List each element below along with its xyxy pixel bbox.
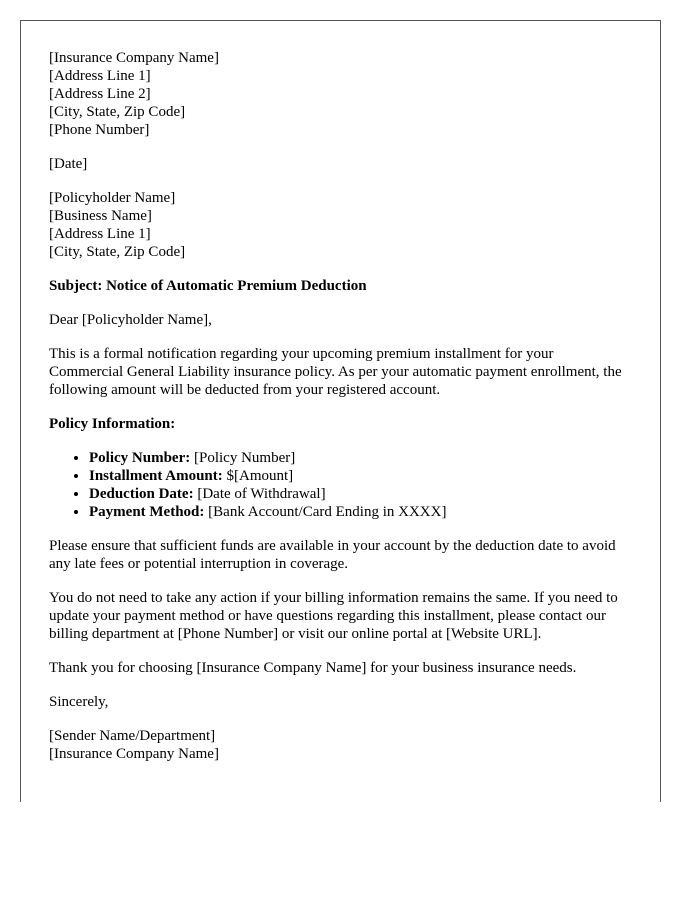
sender-address [49,49,624,139]
policy-item-label: Payment Method: [89,504,205,520]
salutation: Dear [Policyholder Name], [49,312,212,328]
policy-item-date [89,485,624,503]
policy-item-value: [Bank Account/Card Ending in XXXX] [204,504,447,520]
policy-item-label: Installment Amount: [89,468,223,484]
signature-company: [Insurance Company Name] [49,746,219,762]
intro-paragraph: This is a formal notification regarding your upcoming premium installment for your Commercial General Liability insurance policy. As per your automatic payment enrollment, the following amount will be deducted from your registered account. [49,346,622,398]
policy-item-number [89,449,624,467]
thanks-paragraph: Thank you for choosing [Insurance Company Name] for your business insurance needs. [49,660,577,676]
policy-item-label: Policy Number: [89,450,191,466]
recipient-business: [Business Name] [49,208,152,224]
signature-name: [Sender Name/Department] [49,728,216,744]
letter-content [49,49,624,779]
billing-notice-paragraph: You do not need to take any action if your billing information remains the same. If you need to update your payment method or have questions regarding this installment, please contact our billing department at [Phone Number] or visit our online portal at [Website URL]. [49,590,618,642]
sender-address-line-1: [Address Line 1] [49,68,151,84]
letter-date: [Date] [49,156,88,172]
letter-subject: Subject: Notice of Automatic Premium Deduction [49,278,367,294]
policy-item-value: [Policy Number] [190,450,296,466]
sender-address-line-2: [Address Line 2] [49,86,151,102]
policy-item-value: $[Amount] [222,468,294,484]
signature-block [49,727,624,763]
closing: Sincerely, [49,694,109,710]
recipient-address [49,189,624,261]
policy-item-method [89,503,624,521]
policy-list [49,449,624,521]
sender-company: [Insurance Company Name] [49,50,219,66]
policy-heading: Policy Information: [49,416,176,432]
sender-city-state-zip: [City, State, Zip Code] [49,104,186,120]
sender-phone: [Phone Number] [49,122,150,138]
letter-page [20,20,661,802]
policy-item-value: [Date of Withdrawal] [193,486,326,502]
funds-notice-paragraph: Please ensure that sufficient funds are available in your account by the deduction date to avoid any late fees or potential interruption in coverage. [49,538,616,572]
recipient-name: [Policyholder Name] [49,190,176,206]
recipient-address-line-1: [Address Line 1] [49,226,151,242]
policy-item-label: Deduction Date: [89,486,194,502]
recipient-city-state-zip: [City, State, Zip Code] [49,244,186,260]
policy-item-amount [89,467,624,485]
